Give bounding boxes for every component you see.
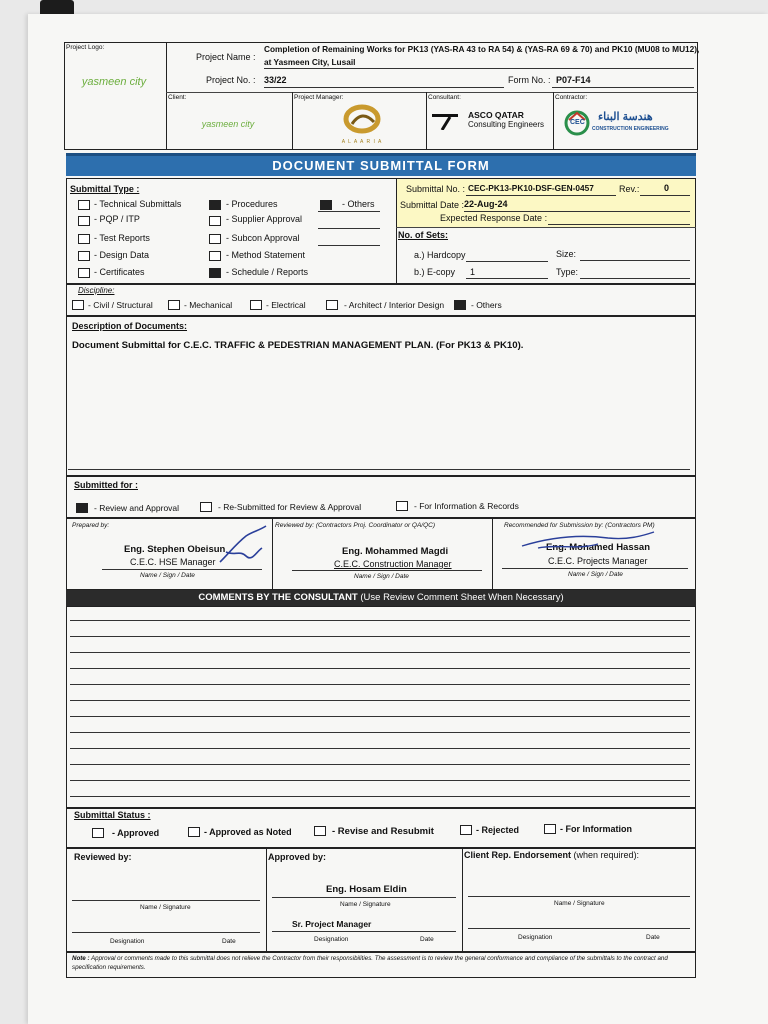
recommended-role: C.E.C. Projects Manager [548, 556, 648, 566]
submittal-date-value: 22-Aug-24 [464, 199, 508, 209]
project-name-value-1: Completion of Remaining Works for PK13 (YAS-RA 43 to RA 54) & (YAS-RA 69 & 70) and PK10 (MU08 to MU12), [264, 44, 700, 54]
cb-approved[interactable] [92, 828, 104, 838]
ecopy-field[interactable] [466, 278, 548, 279]
signature-mohamed [518, 528, 658, 552]
form-title: DOCUMENT SUBMITTAL FORM [272, 158, 490, 173]
ecopy-label: b.) E-copy [414, 267, 456, 277]
cb-supplier-approval[interactable] [209, 216, 221, 226]
alaaria-logo: A L A A R I A [328, 104, 396, 148]
cb-subcon-approval[interactable] [209, 234, 221, 244]
recommended-label: Recommended for Submission by: (Contractors PM) [504, 522, 655, 529]
cb-technical-submittals[interactable] [78, 200, 90, 210]
submittal-no-label: Submittal No. : [406, 184, 466, 194]
asco-mark-icon [430, 110, 462, 130]
project-name-value-2: at Yasmeen City, Lusail [264, 57, 356, 67]
client-logo: yasmeen city [201, 119, 255, 129]
alaaria-emblem-icon [342, 104, 382, 134]
reviewed-name: Eng. Mohammed Magdi [342, 546, 449, 557]
form-page: Project Logo: yasmeen city Project Name : Completion of Remaining Works for PK13 (YAS-RA 43 to RA 54) & (YAS-RA 69 & 70) and PK10 (MU08 to MU12), at Yasmeen City, Lusail Project No. : 33/22 Form No. : P07-F14 Client: yasmeen city Project Manager: A L A A R I A Consultant: ASCO QATAR Consulting Engineers Contractor: CEC CONSTRUCTION ENGINEERING هندسة البناء DOCUMENT SUBMITTAL FORM Submittal Type : - Technical Submittals - PQP / ITP - Test Reports - Design Data - Certificates - Procedures - Supplier Approval - Subcon Approval - Method Statement - Schedule / Reports - Others Submittal No. : CEC-PK13-PK10-DSF-GEN-0457 Rev.: 0 Submittal Date : 22-Aug-24 Expected Response Date : No. of Sets: a.) Hardcopy b.) E-copy 1 Size: Type: Discipline: - Civil / Structural - Mechanical - Electrical - Architect / Interior Design - Others Description of Documents: Document Submittal for C.E.C. TRAFFIC & PEDESTRIAN MANAGEMENT PLAN. (For PK13 & PK10). Submitted for : - Review and Approval - Re-Submitted for Review & Approval - For Information & Records Prepared by: Eng. Stephen Obeisun C.E.C. HSE Manager Name / Sign / Date Reviewed by: (Contractors Proj. Coordinator or QA/QC) Eng. Mohammed Magdi C.E.C. Construction Manager Name / Sign / Date Recommended for Submission by: (Contractors PM) Eng. Mohamed Hassan C.E.C. Projects Manager Name / Sign / Date COMMENTS BY THE CONSULTANT (Use Review Comment Sheet When Necessary) Submittal Status : - Approved - Approved as Noted - Revise and Resubmit - Rejected - For Information Reviewed by: Name / Signature Designation Date Approved by: Eng. Hosam Eldin Name / Signature Sr. Project Manager Designation Date Client Rep. Endorsement (when required): Name / Signature Designation Date Note : Approval or comments made to this submittal does not relieve the Contractor from their responsibilities. The assessment is to review the general conformance and compliance of the submittals to the contract and specification requirements. [28, 14, 768, 1024]
project-logo-label: Project Logo: [66, 44, 105, 51]
size-field[interactable] [580, 260, 690, 261]
approved-name: Eng. Hosam Eldin [326, 884, 407, 895]
cb-resubmitted[interactable] [200, 502, 212, 512]
description-label: Description of Documents: [72, 321, 188, 331]
cb-electrical[interactable] [250, 300, 262, 310]
contractor-label: Contractor: [555, 94, 588, 101]
form-no-value: P07-F14 [556, 75, 591, 85]
hardcopy-label: a.) Hardcopy [414, 250, 466, 260]
cec-logo: CEC CONSTRUCTION ENGINEERING هندسة البناء [564, 108, 694, 142]
expected-response-label: Expected Response Date : [440, 213, 548, 223]
cb-civil[interactable] [72, 300, 84, 310]
reviewed-by-label: Reviewed by: (Contractors Proj. Coordinator or QA/QC) [275, 522, 436, 529]
rev-value: 0 [664, 183, 670, 193]
cb-approved-as-noted[interactable] [188, 827, 200, 837]
prepared-by-label: Prepared by: [72, 522, 110, 529]
description-text: Document Submittal for C.E.C. TRAFFIC & PEDESTRIAN MANAGEMENT PLAN. (For PK13 & PK10). [72, 340, 524, 351]
prepared-role: C.E.C. HSE Manager [130, 557, 216, 567]
submittal-date-label: Submittal Date : [400, 200, 465, 210]
cb-procedures[interactable] [209, 200, 221, 210]
client-label: Client: [168, 94, 187, 101]
discipline-label: Discipline: [78, 286, 115, 295]
comments-subtitle: (Use Review Comment Sheet When Necessary) [360, 592, 564, 603]
comments-title: COMMENTS BY THE CONSULTANT [198, 592, 358, 603]
prepared-name: Eng. Stephen Obeisun [124, 544, 226, 555]
cb-design-data[interactable] [78, 251, 90, 261]
cb-rejected[interactable] [460, 825, 472, 835]
cb-review-approval[interactable] [76, 503, 88, 513]
approved-by-label: Approved by: [268, 852, 327, 862]
cb-others[interactable] [320, 200, 332, 210]
cb-for-information[interactable] [544, 824, 556, 834]
yasmeen-logo-text: yasmeen city [81, 76, 147, 88]
consultant-label: Consultant: [428, 94, 461, 101]
cb-test-reports[interactable] [78, 234, 90, 244]
reviewer-designation-field[interactable] [72, 932, 260, 933]
expected-response-field[interactable] [548, 224, 690, 225]
form-no-label: Form No. : [508, 75, 551, 85]
project-no-value: 33/22 [264, 75, 287, 85]
cec-arabic-text: هندسة البناء [598, 111, 653, 123]
cb-schedule-reports[interactable] [209, 268, 221, 278]
signature-stephen [216, 522, 272, 572]
type-label: Type: [556, 267, 579, 277]
submittal-type-label: Submittal Type : [70, 184, 140, 194]
rev-label: Rev.: [619, 184, 640, 194]
cb-mechanical[interactable] [168, 300, 180, 310]
recommended-name: Eng. Mohamed Hassan [546, 542, 650, 553]
hardcopy-field[interactable] [466, 261, 548, 262]
reviewer-name-field[interactable] [72, 900, 260, 901]
project-no-label: Project No. : [206, 75, 256, 85]
form-title-banner [66, 153, 696, 176]
project-name-label: Project Name : [196, 52, 256, 62]
submitted-for-label: Submitted for : [74, 480, 138, 490]
cb-method-statement[interactable] [209, 251, 221, 261]
size-label: Size: [556, 249, 577, 259]
ecopy-value: 1 [470, 267, 476, 277]
project-logo [74, 72, 154, 90]
comments-banner [66, 590, 696, 606]
cb-discipline-others[interactable] [454, 300, 466, 310]
note-text: Note : Approval or comments made to this submittal does not relieve the Contractor from their responsibilities. The assessment is to review the general conformance and compliance of the submittals to the contract and specification requirements. [72, 955, 668, 971]
client-name-field[interactable] [468, 896, 690, 897]
cb-architect[interactable] [326, 300, 338, 310]
sets-label: No. of Sets: [398, 230, 449, 240]
cb-for-information-records[interactable] [396, 501, 408, 511]
client-designation-field[interactable] [468, 928, 690, 929]
status-label: Submittal Status : [74, 810, 151, 820]
client-endorsement-label: Client Rep. Endorsement (when required): [464, 850, 640, 860]
type-field[interactable] [580, 278, 690, 279]
cb-revise-resubmit[interactable] [314, 826, 326, 836]
reviewed-by-bottom-label: Reviewed by: [74, 852, 132, 862]
cb-pqp-itp[interactable] [78, 216, 90, 226]
submittal-no-value: CEC-PK13-PK10-DSF-GEN-0457 [468, 183, 594, 193]
pm-label: Project Manager: [294, 94, 344, 101]
approved-role: Sr. Project Manager [292, 919, 372, 929]
reviewed-role: C.E.C. Construction Manager [334, 559, 452, 569]
cb-certificates[interactable] [78, 268, 90, 278]
